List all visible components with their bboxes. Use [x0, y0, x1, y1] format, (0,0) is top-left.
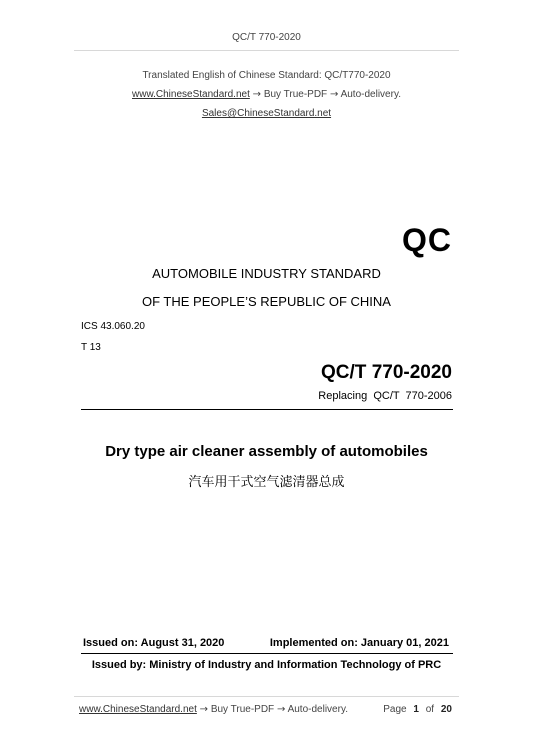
issuing-body: Issued by: Ministry of Industry and Information Technology of PRC [91, 659, 442, 671]
doc-number: QC/T 770-2020 [321, 362, 452, 383]
standard-line-1: AUTOMOBILE INDUSTRY STANDARD [152, 266, 381, 281]
arrow-right-icon: → [276, 704, 286, 715]
replacing-note: Replacing QC/T 770-2006 [318, 390, 452, 402]
t-code: T 13 [81, 342, 101, 353]
arrow-right-icon: → [199, 704, 209, 715]
implemented-date: Implemented on: January 01, 2021 [269, 637, 449, 649]
qc-logo: QC [402, 222, 452, 258]
running-header: QC/T 770-2020 [232, 32, 301, 43]
email-link[interactable]: Sales@ChineseStandard.net [201, 108, 332, 119]
standard-line-2: OF THE PEOPLE’S REPUBLIC OF CHINA [142, 294, 391, 309]
buy-text: Buy True-PDF [263, 89, 328, 100]
page-total: 20 [440, 704, 452, 715]
arrow-right-icon: → [252, 89, 262, 100]
page-label: Page [383, 704, 407, 715]
footer-site-link[interactable]: www.ChineseStandard.net [79, 704, 197, 715]
doc-title-cn: 汽车用干式空气滤清器总成 [188, 475, 345, 490]
email-line [0, 108, 533, 119]
purchase-line [0, 89, 533, 100]
footer-buy-text: Buy True-PDF [210, 704, 275, 715]
dates-divider [81, 653, 453, 654]
footer-purchase-line [79, 704, 348, 715]
header-divider [74, 50, 459, 51]
arrow-right-icon: → [329, 89, 339, 100]
footer-delivery-text: Auto-delivery. [287, 704, 348, 715]
site-link[interactable]: www.ChineseStandard.net [132, 89, 250, 100]
page-indicator [383, 704, 452, 715]
issued-date: Issued on: August 31, 2020 [83, 637, 225, 649]
translation-notice: Translated English of Chinese Standard: QC/T770-2020 [142, 70, 391, 81]
ics-code: ICS 43.060.20 [81, 321, 145, 332]
doc-title-en: Dry type air cleaner assembly of automobiles [105, 443, 428, 460]
page-number: 1 [413, 704, 419, 715]
delivery-text: Auto-delivery. [340, 89, 401, 100]
of-label: of [425, 704, 435, 715]
footer-divider [74, 696, 459, 697]
title-divider [81, 409, 453, 410]
